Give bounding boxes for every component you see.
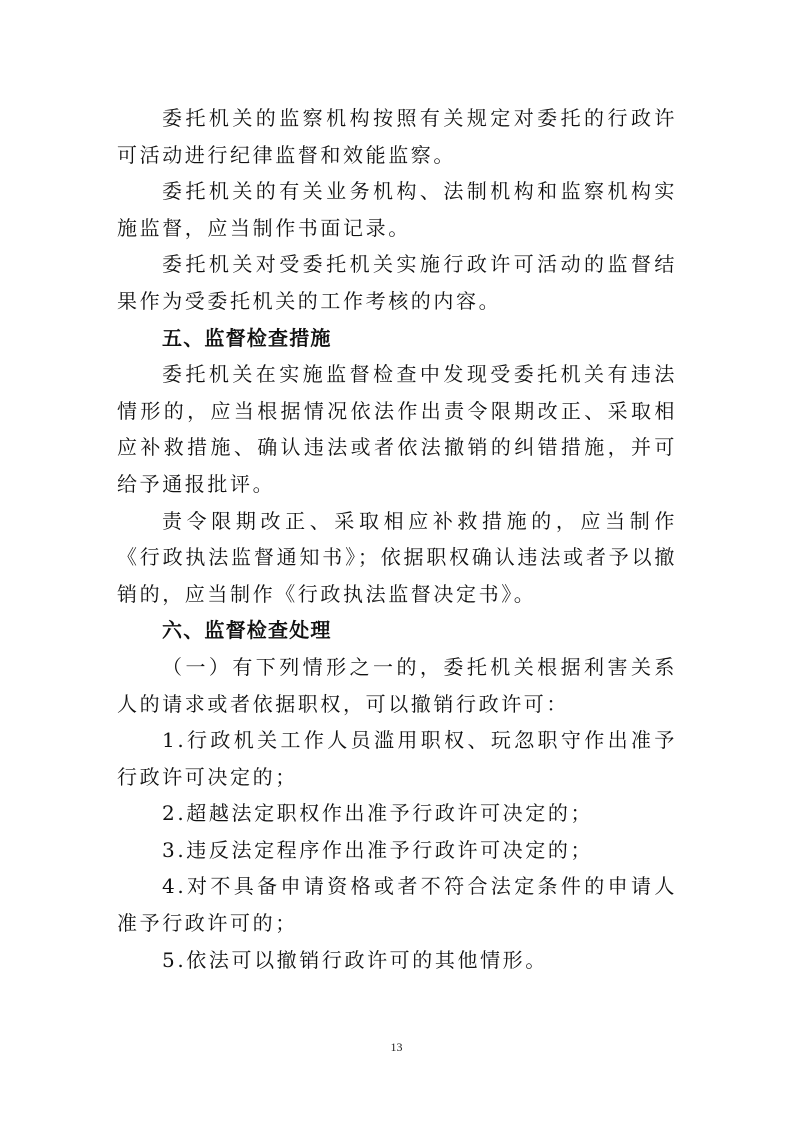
body-paragraph: 责令限期改正、采取相应补救措施的，应当制作《行政执法监督通知书》；依据职权确认违法或者予以撤销的，应当制作《行政执法监督决定书》。 — [117, 508, 677, 606]
list-item: 3.违反法定程序作出准予行政许可决定的； — [162, 837, 594, 862]
body-paragraph: （一）有下列情形之一的，委托机关根据利害关系人的请求或者依据职权，可以撤销行政许可： — [117, 654, 677, 716]
list-item: 4.对不具备申请资格或者不符合法定条件的申请人准予行政许可的； — [117, 874, 677, 936]
section-heading: 六、监督检查处理 — [162, 618, 332, 643]
section-heading: 五、监督检查措施 — [162, 325, 332, 350]
list-item: 2.超越法定职权作出准予行政许可决定的； — [162, 801, 594, 826]
document-body — [117, 100, 677, 978]
page-number: 13 — [390, 1040, 403, 1054]
body-paragraph: 委托机关的有关业务机构、法制机构和监察机构实施监督，应当制作书面记录。 — [117, 179, 677, 240]
body-paragraph: 委托机关在实施监督检查中发现受委托机关有违法情形的，应当根据情况依法作出责令限期改正、采取相应补救措施、确认违法或者依法撤销的纠错措施，并可给予通报批评。 — [117, 362, 677, 496]
body-paragraph: 委托机关对受委托机关实施行政许可活动的监督结果作为受委托机关的工作考核的内容。 — [117, 252, 677, 313]
list-item: 1.行政机关工作人员滥用职权、玩忽职守作出准予行政许可决定的； — [117, 728, 677, 789]
body-paragraph: 委托机关的监察机构按照有关规定对委托的行政许可活动进行纪律监督和效能监察。 — [117, 106, 677, 167]
list-item: 5.依法可以撤销行政许可的其他情形。 — [162, 947, 548, 972]
